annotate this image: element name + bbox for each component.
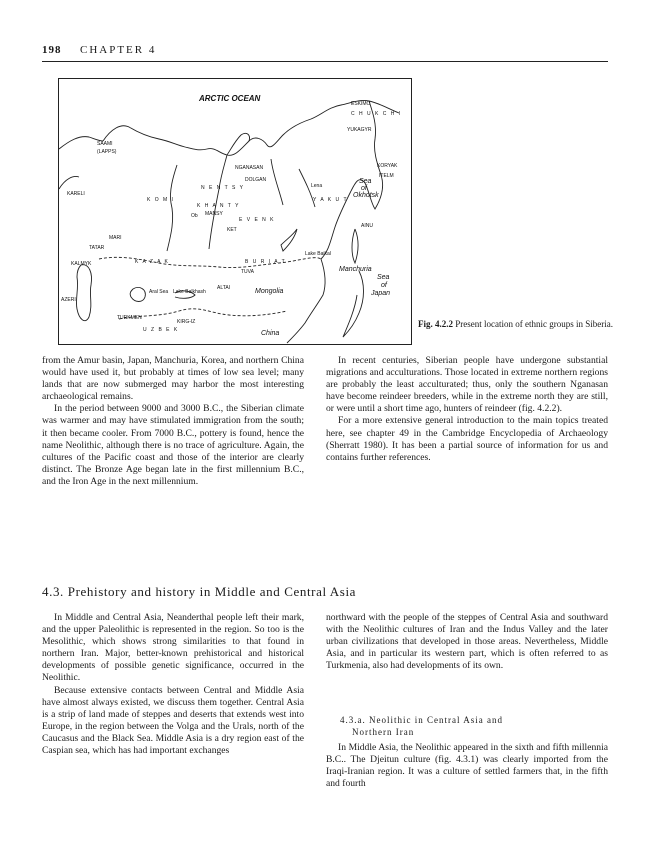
paragraph: from the Amur basin, Japan, Manchuria, Korea, and northern China would have used it, but probably at times of low sea level; many lands that are now submerged may harbor the most interesting archaeological remains. [42,355,304,403]
page-header [42,40,608,62]
label-sea-japan-3: Japan [371,290,391,297]
label-dolgan: DOLGAN [245,177,267,183]
label-tatar: TATAR [89,245,105,251]
label-turkmen: TURKMEN [117,315,142,321]
upper-right-column [326,355,608,464]
paragraph: For a more extensive general introduction to the main topics treated here, see chapter 49 in the Cambridge Encyclopedia of Archaeology (Sherratt 1980). It has been a partial source of information for us and contains further references. [326,415,608,463]
label-kazak: K A Z A K [135,259,170,265]
label-lapps: (LAPPS) [97,149,117,155]
label-kirgiz: KIRG-IZ [177,319,196,325]
lower-left-column [42,612,304,757]
paragraph: northward with the people of the steppes of Central Asia and southward with the Neolithic cultures of Iran and the Indus Valley and the later urban civilizations that developed in those areas. Nevertheless, Middle Asia, and in particular its western part, which is often referred to as Turkmenia, also had developments of its own. [326,612,608,672]
label-kareli: KARELI [67,191,85,197]
figure-caption [418,319,618,330]
paragraph: In recent centuries, Siberian people have undergone substantial migrations and acculturations. Those located in extreme northern regions are probably the least acculturated; thus, only the southern Nganasan have become reindeer breeders, while in the extreme north they are still, or were until a short time ago, hunters of reindeer (fig. 4.2.2). [326,355,608,415]
label-sea-japan-1: Sea [377,274,390,281]
paragraph: Because extensive contacts between Central and Middle Asia have almost always existed, we discuss them together. Central Asia is a strip of land made of steppes and deserts that extends west into Europe, in the region between the Volga and the Urals, north of the Caucasus and the Black Sea. Middle Asia is a dry region east of the Caspian sea, which has had important exchanges [42,684,304,757]
label-china: China [261,330,280,337]
label-buriat: B U R I A T [245,259,287,265]
subsection-heading [340,714,608,738]
paragraph: In Middle Asia, the Neolithic appeared in the sixth and fifth millennia B.C.. The Djeitun culture (fig. 4.3.1) was clearly imported from the Iraqi-Iranian region. It was a culture of settled farmers that, in the fifth and fourth [326,742,608,790]
label-eskimo: ESKIMO [351,101,371,107]
label-saami: SAAMI [97,141,113,147]
label-sea-okhotsk-2: of [361,185,367,192]
siberia-map [58,78,412,345]
label-koryak: KORYAK [377,163,398,169]
label-uzbek: U Z B E K [143,327,179,333]
label-itelm: ITELM [379,173,394,179]
label-khanty: K H A N T Y [197,203,240,209]
header-rule [42,61,608,62]
section-heading: 4.3. Prehistory and history in Middle and Central Asia [42,584,357,599]
figure-number: Fig. 4.2.2 [418,319,453,329]
label-azeri: AZERI [61,297,76,303]
label-aral-sea: Aral Sea [149,289,169,295]
label-lena: Lena [311,183,323,189]
subsection-heading-line-1: 4.3.a. Neolithic in Central Asia and [340,715,503,725]
label-sea-okhotsk-1: Sea [359,178,372,185]
subsection-heading-line-2: Northern Iran [352,727,415,737]
lower-right-column-bottom [326,742,608,790]
label-evenk: E V E N K [239,217,276,223]
label-tuva: TUVA [241,269,254,275]
label-ob: Ob [191,213,198,219]
label-arctic-ocean: ARCTIC OCEAN [199,94,261,103]
label-nganasan: NGANASAN [235,165,264,171]
label-ainu: AINU [361,223,373,229]
label-lake-balkhash: Lake Balkhash [173,289,206,295]
upper-left-column [42,355,304,488]
label-yukagyr: YUKAGYR [347,127,372,133]
paragraph: In Middle and Central Asia, Neanderthal people left their mark, and the upper Paleolithic is represented in the region. So too is the Mesolithic, which shows strong similarities to that found in northern Iran. Major, better-known prehistorical and historical developments of possible genetic significance, occurred in the Neolithic. [42,612,304,684]
paragraph: In the period between 9000 and 3000 B.C., the Siberian climate was warmer and may have stimulated immigration from the south; it then became cooler. From 7000 B.C., pottery is found, hence the name Neolithic, although there is no trace of agriculture. Again, the cultures of the Pacific coast and those of the interior are clearly distinct. The Bronze Age began late in the first millennium B.C., and the Iron Age in the next millennium. [42,403,304,487]
label-chukchi: C H U K C H I [351,111,402,117]
label-manchuria: Manchuria [339,266,372,273]
label-sea-okhotsk-3: Okhotsk [353,192,379,199]
lower-right-column-top [326,612,608,672]
label-mongolia: Mongolia [255,288,284,295]
label-nentsy: N E N T S Y [201,185,245,191]
label-sea-japan-2: of [381,282,387,289]
label-ket: KET [227,227,237,233]
label-mari: MARI [109,235,122,241]
label-kalmyk: KALMYK [71,261,92,267]
label-lake-baikal: Lake Baikal [305,251,331,257]
figure-caption-text: Present location of ethnic groups in Siberia. [453,319,613,329]
chapter-title: CHAPTER 4 [80,44,157,56]
label-komi: K O M I [147,197,175,203]
label-altai: ALTAI [217,285,231,291]
page-number: 198 [42,44,62,56]
label-mansy: MANSY [205,211,223,217]
label-yakut: Y A K U T [313,197,348,203]
map-drawing [59,79,411,344]
